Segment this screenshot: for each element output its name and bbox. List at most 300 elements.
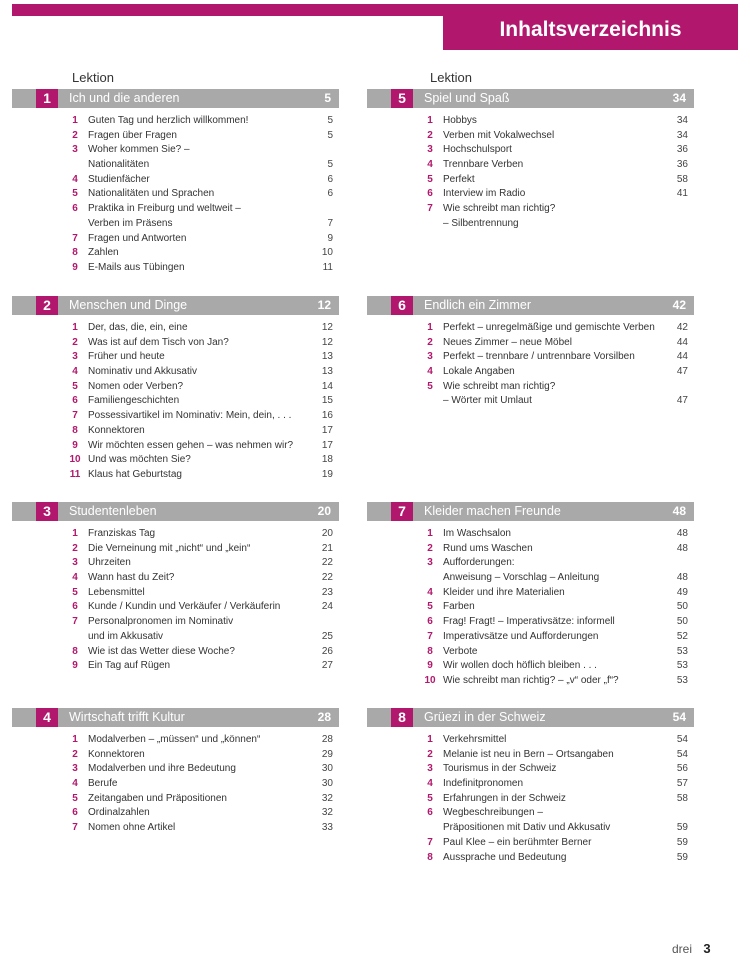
entry-page: 18 (321, 454, 333, 466)
entry-title: Farben (443, 601, 475, 613)
page-number: 3 (703, 941, 711, 956)
toc-entry[interactable] (12, 733, 339, 748)
entry-number: 5 (72, 380, 78, 392)
lesson-page: 48 (672, 504, 686, 518)
page-title-block (443, 4, 738, 50)
entry-title: Uhrzeiten (88, 557, 131, 569)
toc-entry[interactable] (12, 394, 339, 409)
lesson-section-4 (12, 708, 339, 836)
entry-title: Lebensmittel (88, 586, 145, 598)
entry-page: 47 (676, 366, 688, 378)
toc-entry[interactable] (367, 158, 694, 173)
entry-number: 11 (69, 468, 81, 480)
entry-page: 32 (321, 807, 333, 819)
toc-entry[interactable] (12, 630, 339, 645)
lesson-header-bar[interactable] (367, 296, 694, 315)
entry-number: 3 (427, 557, 433, 569)
entry-title: Wir wollen doch höflich bleiben . . . (443, 660, 597, 672)
entry-title: Rund ums Waschen (443, 542, 533, 554)
entry-title: Im Waschsalon (443, 528, 511, 539)
entry-title: Erfahrungen in der Schweiz (443, 792, 566, 804)
toc-entry[interactable] (12, 380, 339, 395)
toc-entry[interactable] (367, 336, 694, 351)
entry-number: 7 (72, 410, 78, 422)
entry-title: Wie schreibt man richtig? (443, 380, 556, 392)
entry-title: Präpositionen mit Dativ und Akkusativ (443, 822, 611, 834)
toc-entry[interactable] (12, 409, 339, 424)
entry-number: 2 (427, 129, 433, 141)
toc-entry[interactable] (367, 806, 694, 821)
entry-page: 22 (321, 557, 333, 569)
entry-title: Tourismus in der Schweiz (443, 763, 557, 775)
entry-page: 42 (676, 322, 688, 333)
entry-page: 48 (676, 528, 688, 539)
entry-title: Imperativsätze und Aufforderungen (443, 630, 599, 642)
entry-number: 2 (427, 336, 433, 348)
entry-page: 59 (676, 851, 688, 863)
column-label-right: Lektion (430, 70, 472, 85)
entry-title: Was ist auf dem Tisch von Jan? (88, 336, 229, 348)
entry-title: Lokale Angaben (443, 366, 515, 378)
entry-page: 19 (321, 468, 333, 480)
toc-entry[interactable] (12, 158, 339, 173)
toc-entry[interactable] (12, 246, 339, 261)
entry-title: Wie schreibt man richtig? – „v“ oder „f“? (443, 674, 619, 686)
entry-title: Praktika in Freiburg und weltweit – (88, 203, 241, 215)
toc-entry[interactable] (12, 645, 339, 660)
entry-page: 5 (327, 159, 333, 171)
entry-title: Paul Klee – ein berühmter Berner (443, 836, 592, 848)
toc-entry[interactable] (367, 821, 694, 836)
entry-title: Verkehrsmittel (443, 734, 507, 745)
toc-entry[interactable] (367, 527, 694, 542)
entry-number: 1 (72, 734, 78, 745)
entry-number: 2 (72, 129, 78, 141)
entry-title: Modalverben und ihre Bedeutung (88, 763, 236, 775)
entry-page: 53 (676, 660, 688, 672)
entry-number: 5 (427, 601, 433, 613)
entry-number: 3 (427, 351, 433, 363)
entry-page: 47 (676, 395, 688, 407)
entry-number: 9 (427, 660, 433, 672)
toc-entry[interactable] (12, 586, 339, 601)
entry-number: 4 (72, 572, 78, 584)
entry-number: 4 (427, 778, 433, 790)
entry-number: 6 (427, 616, 433, 628)
entry-number: 2 (72, 542, 78, 554)
entry-page: 36 (676, 144, 688, 156)
entry-page: 9 (327, 232, 333, 244)
toc-entry[interactable] (367, 365, 694, 380)
lesson-number: 8 (391, 708, 413, 727)
toc-entry[interactable] (367, 394, 694, 409)
entry-title: – Wörter mit Umlaut (443, 395, 532, 407)
entry-title: Aufforderungen: (443, 557, 515, 569)
entry-number: 1 (72, 115, 78, 126)
entry-title: Und was möchten Sie? (88, 454, 191, 466)
entry-number: 3 (72, 351, 78, 363)
entry-page: 48 (676, 572, 688, 584)
toc-entry[interactable] (367, 600, 694, 615)
entry-title: und im Akkusativ (88, 630, 164, 642)
entry-page: 50 (676, 616, 688, 628)
page-title: Inhaltsverzeichnis (499, 18, 682, 41)
entry-number: 6 (427, 188, 433, 200)
entry-number: 10 (424, 674, 436, 686)
entry-number: 2 (72, 336, 78, 348)
entry-number: 4 (72, 778, 78, 790)
entry-title: Wie ist das Wetter diese Woche? (88, 645, 235, 657)
entry-number: 10 (69, 454, 81, 466)
entry-page: 34 (676, 129, 688, 141)
lesson-title: Menschen und Dinge (69, 298, 188, 312)
entry-title: Verbote (443, 645, 478, 657)
entry-title: Der, das, die, ein, eine (88, 322, 188, 333)
toc-entry[interactable] (12, 217, 339, 232)
entry-number: 3 (72, 763, 78, 775)
entry-page: 49 (676, 586, 688, 598)
lesson-section-5 (367, 89, 694, 232)
entry-title: Ein Tag auf Rügen (88, 660, 171, 672)
lesson-number: 2 (36, 296, 58, 315)
toc-entry[interactable] (367, 630, 694, 645)
lesson-header-bar[interactable] (367, 502, 694, 521)
entry-number: 9 (72, 439, 78, 451)
entry-number: 9 (72, 660, 78, 672)
entry-page: 16 (321, 410, 333, 422)
toc-entry[interactable] (367, 615, 694, 630)
entry-page: 52 (676, 630, 688, 642)
toc-entry[interactable] (367, 129, 694, 144)
entry-title: Neues Zimmer – neue Möbel (443, 336, 572, 348)
toc-entry[interactable] (12, 232, 339, 247)
entry-title: Woher kommen Sie? – (88, 144, 190, 156)
entry-page: 11 (322, 261, 333, 273)
entry-page: 29 (321, 748, 333, 760)
toc-entry[interactable] (367, 674, 694, 689)
entry-number: 3 (72, 144, 78, 156)
entry-page: 17 (321, 439, 333, 451)
entry-number: 7 (427, 630, 433, 642)
entry-title: Konnektoren (88, 424, 145, 436)
entry-page: 22 (321, 572, 333, 584)
entry-title: Modalverben – „müssen“ und „können“ (88, 734, 261, 745)
entry-number: 9 (72, 261, 78, 273)
entry-title: Personalpronomen im Nominativ (88, 616, 234, 628)
toc-entry[interactable] (367, 143, 694, 158)
entry-number: 5 (72, 792, 78, 804)
entry-page: 10 (321, 247, 333, 259)
entry-title: Possessivartikel im Nominativ: Mein, dein, . . . (88, 410, 292, 422)
entry-title: Wie schreibt man richtig? (443, 203, 556, 215)
entry-title: Anweisung – Vorschlag – Anleitung (443, 572, 600, 584)
entry-number: 8 (427, 645, 433, 657)
entry-number: 8 (72, 645, 78, 657)
toc-entry[interactable] (367, 645, 694, 660)
lesson-section-8 (367, 708, 694, 865)
lesson-section-3 (12, 502, 339, 674)
lesson-header-bar[interactable] (367, 89, 694, 108)
entry-title: Perfekt – unregelmäßige und gemischte Verben (443, 322, 655, 333)
entry-page: 13 (321, 351, 333, 363)
entry-title: Aussprache und Bedeutung (443, 851, 567, 863)
lesson-header-bar[interactable] (12, 89, 339, 108)
lesson-item-list (12, 527, 339, 674)
entry-title: Wegbeschreibungen – (443, 807, 543, 819)
entry-title: Nationalitäten und Sprachen (88, 188, 215, 200)
lesson-header-bar[interactable] (12, 296, 339, 315)
toc-entry[interactable] (367, 733, 694, 748)
entry-page: 12 (321, 336, 333, 348)
entry-page: 58 (676, 173, 688, 185)
entry-page: 30 (321, 763, 333, 775)
toc-entry[interactable] (367, 542, 694, 557)
entry-page: 26 (321, 645, 333, 657)
toc-entry[interactable] (12, 748, 339, 763)
toc-entry[interactable] (12, 806, 339, 821)
toc-entry[interactable] (367, 748, 694, 763)
entry-number: 5 (427, 380, 433, 392)
entry-page: 44 (676, 351, 688, 363)
entry-number: 4 (72, 366, 78, 378)
entry-page: 21 (321, 542, 333, 554)
entry-number: 1 (427, 528, 433, 539)
toc-entry[interactable] (12, 527, 339, 542)
entry-number: 3 (427, 144, 433, 156)
toc-entry[interactable] (367, 217, 694, 232)
toc-entry[interactable] (12, 202, 339, 217)
entry-number: 8 (427, 851, 433, 863)
toc-entry[interactable] (12, 336, 339, 351)
entry-title: – Silbentrennung (443, 217, 519, 229)
entry-page: 13 (321, 366, 333, 378)
toc-entry[interactable] (12, 542, 339, 557)
entry-page: 41 (676, 188, 688, 200)
toc-entry[interactable] (367, 659, 694, 674)
lesson-item-list (367, 733, 694, 865)
lesson-page: 20 (317, 504, 331, 518)
lesson-item-list (367, 527, 694, 689)
lesson-item-list (12, 321, 339, 483)
toc-entry[interactable] (367, 777, 694, 792)
toc-entry[interactable] (367, 202, 694, 217)
toc-entry[interactable] (12, 777, 339, 792)
toc-entry[interactable] (12, 114, 339, 129)
entry-number: 2 (427, 748, 433, 760)
entry-title: Familiengeschichten (88, 395, 180, 407)
entry-title: Wir möchten essen gehen – was nehmen wir? (88, 439, 294, 451)
entry-title: Hobbys (443, 115, 477, 126)
toc-entry[interactable] (12, 792, 339, 807)
lesson-header-bar[interactable] (12, 708, 339, 727)
entry-title: Franziskas Tag (88, 528, 156, 539)
toc-entry[interactable] (12, 350, 339, 365)
entry-page: 54 (676, 748, 688, 760)
entry-page: 57 (676, 778, 688, 790)
lesson-item-list (12, 114, 339, 276)
entry-number: 8 (72, 247, 78, 259)
lesson-title: Studentenleben (69, 504, 157, 518)
lesson-title: Endlich ein Zimmer (424, 298, 531, 312)
entry-number: 6 (72, 807, 78, 819)
toc-entry[interactable] (367, 586, 694, 601)
toc-entry[interactable] (367, 571, 694, 586)
toc-entry[interactable] (367, 792, 694, 807)
entry-number: 3 (427, 763, 433, 775)
entry-number: 5 (72, 586, 78, 598)
lesson-title: Wirtschaft trifft Kultur (69, 710, 185, 724)
entry-title: Früher und heute (88, 351, 165, 363)
entry-title: Zahlen (88, 247, 119, 259)
toc-entry[interactable] (12, 365, 339, 380)
lesson-page: 12 (317, 298, 331, 312)
entry-page: 56 (676, 763, 688, 775)
entry-number: 4 (427, 366, 433, 378)
entry-title: Fragen und Antworten (88, 232, 187, 244)
lesson-title: Grüezi in der Schweiz (424, 710, 546, 724)
entry-number: 4 (72, 173, 78, 185)
entry-number: 6 (427, 807, 433, 819)
toc-entry[interactable] (12, 659, 339, 674)
toc-entry[interactable] (367, 836, 694, 851)
toc-entry[interactable] (12, 173, 339, 188)
entry-page: 20 (321, 528, 333, 539)
entry-title: Perfekt – trennbare / untrennbare Vorsilben (443, 351, 635, 363)
toc-entry[interactable] (367, 380, 694, 395)
lesson-item-list (12, 733, 339, 836)
entry-title: Klaus hat Geburtstag (88, 468, 182, 480)
entry-title: Die Verneinung mit „nicht“ und „kein“ (88, 542, 251, 554)
entry-page: 53 (676, 645, 688, 657)
toc-entry[interactable] (12, 571, 339, 586)
entry-page: 58 (676, 792, 688, 804)
entry-number: 4 (427, 159, 433, 171)
toc-entry[interactable] (12, 129, 339, 144)
entry-number: 7 (427, 836, 433, 848)
entry-number: 1 (72, 322, 78, 333)
entry-number: 2 (427, 542, 433, 554)
toc-entry[interactable] (12, 468, 339, 483)
entry-title: Perfekt (443, 173, 475, 185)
entry-title: Kunde / Kundin und Verkäufer / Verkäuferin (88, 601, 281, 613)
toc-entry[interactable] (12, 439, 339, 454)
entry-page: 15 (321, 395, 333, 407)
entry-title: Hochschulsport (443, 144, 512, 156)
entry-number: 6 (72, 395, 78, 407)
entry-number: 5 (72, 188, 78, 200)
entry-title: Frag! Fragt! – Imperativsätze: informell (443, 616, 615, 628)
toc-entry[interactable] (12, 187, 339, 202)
footer-word: drei (672, 942, 693, 956)
entry-page: 17 (321, 424, 333, 436)
lesson-number: 4 (36, 708, 58, 727)
toc-entry[interactable] (12, 821, 339, 836)
toc-entry[interactable] (12, 143, 339, 158)
toc-entry[interactable] (367, 187, 694, 202)
entry-page: 12 (321, 322, 333, 333)
entry-title: Interview im Radio (443, 188, 526, 200)
entry-page: 48 (676, 542, 688, 554)
lesson-item-list (367, 114, 694, 232)
entry-title: Melanie ist neu in Bern – Ortsangaben (443, 748, 614, 760)
toc-entry[interactable] (367, 762, 694, 777)
lesson-page: 42 (672, 298, 686, 312)
entry-title: Nomen ohne Artikel (88, 822, 176, 834)
entry-title: Trennbare Verben (443, 159, 524, 171)
entry-number: 3 (72, 557, 78, 569)
toc-entry[interactable] (12, 261, 339, 276)
lesson-page: 5 (324, 91, 331, 105)
toc-entry[interactable] (12, 321, 339, 336)
lesson-header-bar[interactable] (12, 502, 339, 521)
entry-title: Verben im Präsens (88, 217, 173, 229)
lesson-section-1 (12, 89, 339, 276)
lesson-section-7 (367, 502, 694, 689)
entry-number: 4 (427, 586, 433, 598)
toc-entry[interactable] (367, 851, 694, 866)
entry-page: 30 (321, 778, 333, 790)
toc-entry[interactable] (367, 114, 694, 129)
entry-page: 36 (676, 159, 688, 171)
entry-number: 7 (72, 616, 78, 628)
entry-title: Berufe (88, 778, 118, 790)
toc-entry[interactable] (12, 424, 339, 439)
lesson-header-bar[interactable] (367, 708, 694, 727)
lesson-title: Kleider machen Freunde (424, 504, 561, 518)
entry-number: 6 (72, 203, 78, 215)
entry-number: 1 (427, 115, 433, 126)
entry-page: 59 (676, 822, 688, 834)
entry-page: 23 (321, 586, 333, 598)
lesson-title: Spiel und Spaß (424, 91, 510, 105)
entry-title: Nomen oder Verben? (88, 380, 184, 392)
entry-page: 59 (676, 836, 688, 848)
entry-page: 53 (676, 674, 688, 686)
toc-entry[interactable] (367, 321, 694, 336)
toc-entry[interactable] (367, 350, 694, 365)
lesson-number: 6 (391, 296, 413, 315)
toc-entry[interactable] (12, 615, 339, 630)
toc-entry[interactable] (367, 556, 694, 571)
entry-title: Fragen über Fragen (88, 129, 177, 141)
entry-page: 50 (676, 601, 688, 613)
page-footer (672, 941, 711, 956)
entry-title: Verben mit Vokalwechsel (443, 129, 555, 141)
entry-title: Zeitangaben und Präpositionen (88, 792, 227, 804)
entry-number: 7 (427, 203, 433, 215)
entry-title: Konnektoren (88, 748, 145, 760)
entry-number: 5 (427, 792, 433, 804)
lesson-number: 7 (391, 502, 413, 521)
toc-entry[interactable] (12, 600, 339, 615)
toc-entry[interactable] (367, 173, 694, 188)
toc-entry[interactable] (12, 762, 339, 777)
toc-entry[interactable] (12, 556, 339, 571)
toc-entry[interactable] (12, 453, 339, 468)
entry-number: 1 (427, 322, 433, 333)
entry-title: Nominativ und Akkusativ (88, 366, 197, 378)
column-label-left: Lektion (72, 70, 114, 85)
entry-page: 33 (321, 822, 333, 834)
entry-page: 27 (321, 660, 333, 672)
entry-page: 6 (327, 188, 333, 200)
entry-page: 6 (327, 173, 333, 185)
lesson-page: 54 (672, 710, 686, 724)
lesson-title: Ich und die anderen (69, 91, 180, 105)
entry-number: 7 (72, 232, 78, 244)
entry-title: Nationalitäten (88, 159, 150, 171)
entry-title: Ordinalzahlen (88, 807, 150, 819)
